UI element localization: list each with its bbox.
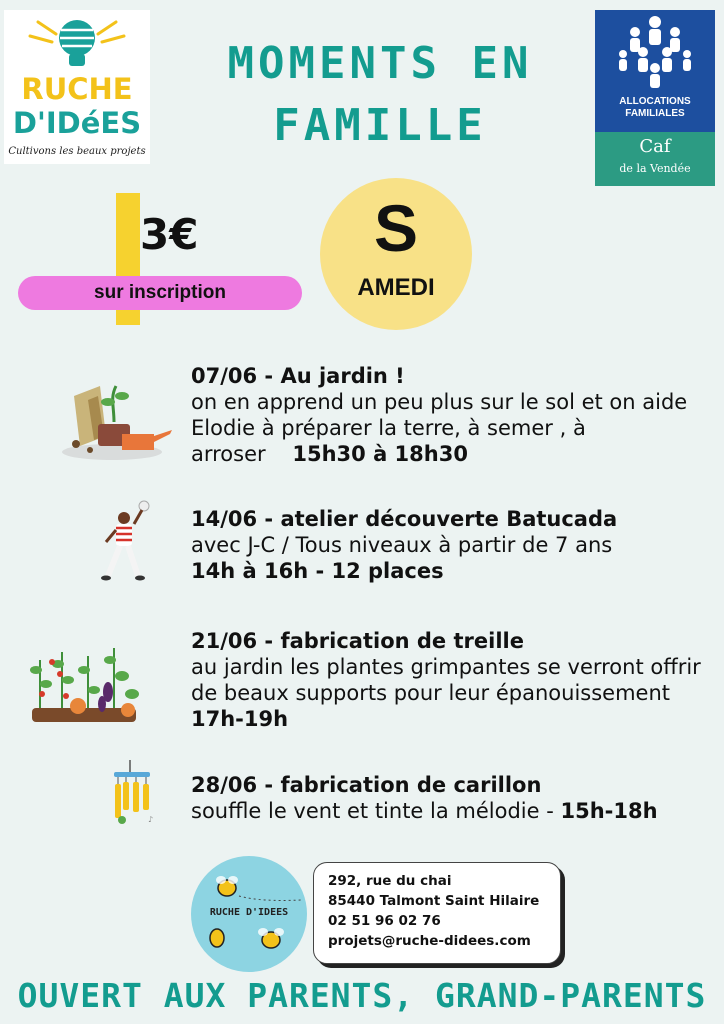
family-figures-icon — [595, 10, 715, 96]
event-desc-text: au jardin les plantes grimpantes se verront offrir de beaux supports pour leur épanouissement — [191, 655, 701, 705]
inscription-badge: sur inscription — [18, 276, 302, 310]
event-item-2 — [191, 506, 711, 584]
caf-familiales: FAMILIALES — [625, 108, 685, 119]
event-item-3 — [191, 628, 711, 732]
event-item-1 — [191, 363, 711, 467]
event-desc-text: on en apprend un peu plus sur le sol et on aide Elodie à préparer la terre, à semer , à arroser — [191, 390, 688, 466]
address-city: 85440 Talmont Saint Hilaire — [328, 893, 540, 909]
ruche-didees-logo — [4, 10, 150, 164]
dancer-icon — [98, 500, 154, 584]
caf-logo-text — [595, 96, 715, 120]
event-description — [191, 654, 711, 732]
wind-chime-icon — [104, 760, 160, 826]
caf-label: Caf — [639, 136, 671, 157]
page-title-line-2: FAMILLE — [273, 100, 487, 151]
event-description — [191, 389, 711, 467]
event-time: 14h à 16h - 12 places — [191, 559, 444, 583]
price-label: 3€ — [140, 210, 199, 259]
event-description — [191, 798, 711, 824]
caf-logo-top — [595, 10, 715, 132]
footer-banner: OUVERT AUX PARENTS, GRAND-PARENTS — [17, 976, 707, 1015]
event-time: 15h30 à 18h30 — [292, 442, 468, 466]
day-initial: S — [373, 191, 419, 265]
event-title: 14/06 - atelier découverte Batucada — [191, 507, 618, 531]
svg-text:♪: ♪ — [148, 815, 154, 824]
event-desc-text: souffle le vent et tinte la mélodie - — [191, 799, 554, 823]
event-time: 17h-19h — [191, 707, 289, 731]
event-desc-text: avec J-C / Tous niveaux à partir de 7 ans — [191, 533, 613, 557]
bee-logo-label: RUCHE D'IDEES — [209, 907, 289, 918]
day-word: AMEDI — [357, 274, 435, 301]
address-street: 292, rue du chai — [328, 873, 452, 889]
climbing-plants-icon — [22, 640, 146, 730]
logo-word-didees: D'IDéES — [12, 106, 142, 140]
lightbulb-icon — [24, 16, 130, 76]
page-title-line-1: MOMENTS EN — [227, 38, 533, 89]
garden-tools-icon — [60, 376, 174, 466]
caf-region: de la Vendée — [619, 162, 691, 175]
event-item-4 — [191, 772, 711, 824]
event-time: 15h-18h — [560, 799, 658, 823]
caf-allocations: ALLOCATIONS — [619, 96, 691, 107]
logo-tagline: Cultivons les beaux projets — [8, 146, 146, 157]
event-title: 28/06 - fabrication de carillon — [191, 773, 542, 797]
event-title: 07/06 - Au jardin ! — [191, 364, 405, 388]
caf-logo — [595, 10, 715, 186]
address-email: projets@ruche-didees.com — [328, 933, 531, 949]
logo-word-ruche: RUCHE — [21, 72, 133, 106]
address-card — [313, 862, 561, 964]
event-title: 21/06 - fabrication de treille — [191, 629, 524, 653]
address-phone: 02 51 96 02 76 — [328, 913, 441, 929]
